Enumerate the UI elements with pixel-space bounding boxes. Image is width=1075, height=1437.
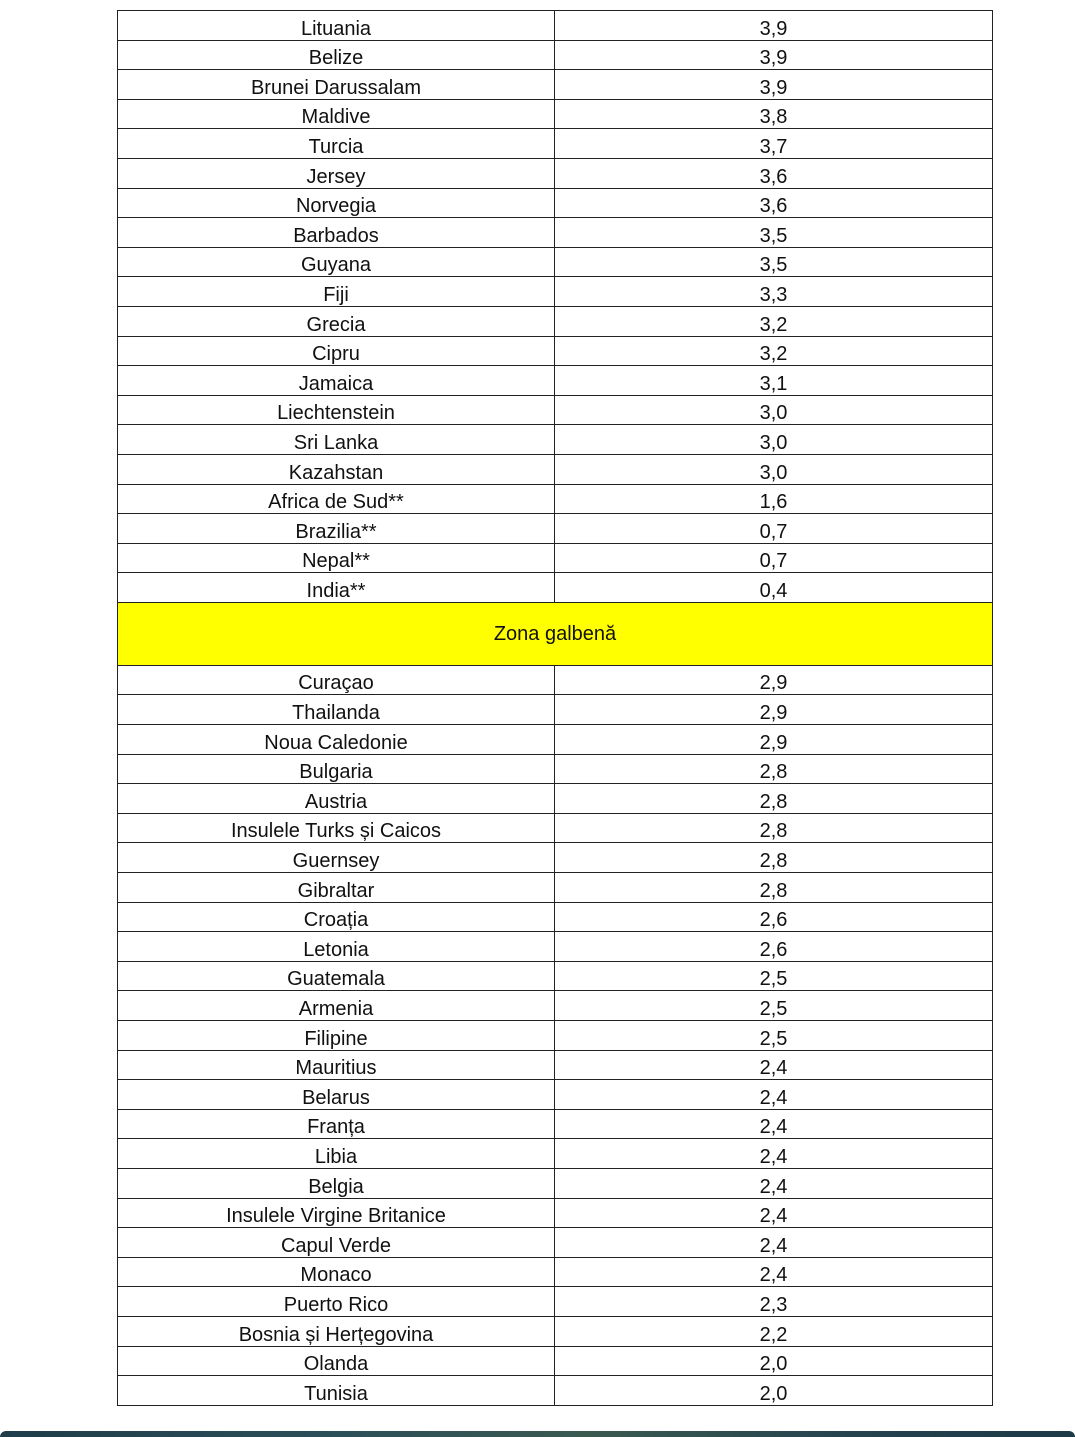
table-row — [118, 1316, 993, 1346]
country-cell: Noua Caledonie — [118, 725, 555, 755]
country-cell: Belarus — [118, 1080, 555, 1110]
value-cell: 3,9 — [555, 40, 993, 70]
table-section-yellow-zone — [118, 665, 993, 1405]
value-cell: 3,0 — [555, 425, 993, 455]
value-cell: 0,7 — [555, 514, 993, 544]
value-cell: 3,2 — [555, 336, 993, 366]
table-row — [118, 725, 993, 755]
table-row — [118, 454, 993, 484]
value-cell: 2,6 — [555, 902, 993, 932]
value-cell: 3,6 — [555, 158, 993, 188]
country-cell: Gibraltar — [118, 873, 555, 903]
table-row — [118, 813, 993, 843]
table-row — [118, 1168, 993, 1198]
country-cell: Brunei Darussalam — [118, 70, 555, 100]
country-cell: Lituania — [118, 11, 555, 41]
country-cell: Olanda — [118, 1346, 555, 1376]
country-cell: Barbados — [118, 218, 555, 248]
country-cell: Insulele Virgine Britanice — [118, 1198, 555, 1228]
value-cell: 2,4 — [555, 1050, 993, 1080]
table-row — [118, 991, 993, 1021]
table-section-upper — [118, 11, 993, 603]
value-cell: 2,4 — [555, 1109, 993, 1139]
country-cell: Jamaica — [118, 366, 555, 396]
value-cell: 0,4 — [555, 573, 993, 603]
table-row — [118, 1198, 993, 1228]
table-row — [118, 395, 993, 425]
table-row — [118, 129, 993, 159]
table-row — [118, 70, 993, 100]
country-cell: Belize — [118, 40, 555, 70]
table-row — [118, 543, 993, 573]
value-cell: 3,6 — [555, 188, 993, 218]
value-cell: 2,5 — [555, 1021, 993, 1051]
table-row — [118, 247, 993, 277]
value-cell: 3,8 — [555, 99, 993, 129]
value-cell: 3,9 — [555, 11, 993, 41]
table-row — [118, 843, 993, 873]
country-cell: Curaçao — [118, 665, 555, 695]
country-cell: Mauritius — [118, 1050, 555, 1080]
value-cell: 2,8 — [555, 813, 993, 843]
country-cell: Tunisia — [118, 1376, 555, 1406]
value-cell: 2,9 — [555, 695, 993, 725]
country-cell: Liechtenstein — [118, 395, 555, 425]
value-cell: 2,4 — [555, 1228, 993, 1258]
country-cell: Nepal** — [118, 543, 555, 573]
value-cell: 2,6 — [555, 932, 993, 962]
zone-label: Zona galbenă — [118, 602, 993, 665]
table-row — [118, 573, 993, 603]
country-cell: Belgia — [118, 1168, 555, 1198]
value-cell: 3,0 — [555, 454, 993, 484]
value-cell: 2,4 — [555, 1139, 993, 1169]
country-cell: Croația — [118, 902, 555, 932]
table-row — [118, 1080, 993, 1110]
country-cell: Insulele Turks și Caicos — [118, 813, 555, 843]
country-cell: Brazilia** — [118, 514, 555, 544]
value-cell: 2,2 — [555, 1316, 993, 1346]
country-cell: Austria — [118, 784, 555, 814]
country-cell: Jersey — [118, 158, 555, 188]
table-row — [118, 754, 993, 784]
country-cell: Bulgaria — [118, 754, 555, 784]
country-cell: Turcia — [118, 129, 555, 159]
table-row — [118, 99, 993, 129]
table-row — [118, 961, 993, 991]
value-cell: 3,1 — [555, 366, 993, 396]
table-row — [118, 1139, 993, 1169]
zone-header-row — [118, 602, 993, 665]
table-row — [118, 665, 993, 695]
table-row — [118, 188, 993, 218]
table-row — [118, 306, 993, 336]
table-row — [118, 1346, 993, 1376]
country-cell: Franța — [118, 1109, 555, 1139]
value-cell: 2,5 — [555, 991, 993, 1021]
table-row — [118, 1021, 993, 1051]
value-cell: 1,6 — [555, 484, 993, 514]
country-cell: Capul Verde — [118, 1228, 555, 1258]
value-cell: 0,7 — [555, 543, 993, 573]
value-cell: 3,0 — [555, 395, 993, 425]
value-cell: 3,3 — [555, 277, 993, 307]
country-cell: Bosnia și Herțegovina — [118, 1316, 555, 1346]
bottom-edge-strip — [0, 1431, 1075, 1437]
country-cell: Africa de Sud** — [118, 484, 555, 514]
country-cell: Norvegia — [118, 188, 555, 218]
table-row — [118, 902, 993, 932]
country-cell: Libia — [118, 1139, 555, 1169]
table-row — [118, 336, 993, 366]
table-row — [118, 11, 993, 41]
country-cell: Armenia — [118, 991, 555, 1021]
value-cell: 2,8 — [555, 784, 993, 814]
country-cell: Monaco — [118, 1257, 555, 1287]
table-row — [118, 873, 993, 903]
country-cell: India** — [118, 573, 555, 603]
value-cell: 2,0 — [555, 1376, 993, 1406]
table-row — [118, 158, 993, 188]
value-cell: 3,7 — [555, 129, 993, 159]
country-cell: Kazahstan — [118, 454, 555, 484]
country-cell: Puerto Rico — [118, 1287, 555, 1317]
value-cell: 2,4 — [555, 1168, 993, 1198]
table-row — [118, 932, 993, 962]
table-row — [118, 695, 993, 725]
table-row — [118, 1228, 993, 1258]
table-row — [118, 1287, 993, 1317]
value-cell: 2,4 — [555, 1198, 993, 1228]
value-cell: 3,5 — [555, 218, 993, 248]
country-cell: Filipine — [118, 1021, 555, 1051]
value-cell: 2,9 — [555, 665, 993, 695]
value-cell: 2,4 — [555, 1257, 993, 1287]
value-cell: 2,5 — [555, 961, 993, 991]
value-cell: 3,5 — [555, 247, 993, 277]
value-cell: 2,3 — [555, 1287, 993, 1317]
value-cell: 2,0 — [555, 1346, 993, 1376]
value-cell: 3,9 — [555, 70, 993, 100]
country-table-container — [117, 10, 992, 1406]
table-row — [118, 1257, 993, 1287]
country-cell: Sri Lanka — [118, 425, 555, 455]
value-cell: 2,9 — [555, 725, 993, 755]
table-row — [118, 277, 993, 307]
table-row — [118, 1109, 993, 1139]
country-cell: Maldive — [118, 99, 555, 129]
country-cell: Letonia — [118, 932, 555, 962]
table-row — [118, 784, 993, 814]
country-cell: Guernsey — [118, 843, 555, 873]
table-row — [118, 218, 993, 248]
value-cell: 2,8 — [555, 843, 993, 873]
value-cell: 3,2 — [555, 306, 993, 336]
zone-section — [118, 602, 993, 665]
table-row — [118, 484, 993, 514]
country-cell: Guatemala — [118, 961, 555, 991]
country-cell: Guyana — [118, 247, 555, 277]
table-row — [118, 40, 993, 70]
country-cell: Fiji — [118, 277, 555, 307]
country-cell: Cipru — [118, 336, 555, 366]
table-row — [118, 1050, 993, 1080]
value-cell: 2,8 — [555, 754, 993, 784]
country-rate-table — [117, 10, 993, 1406]
table-row — [118, 425, 993, 455]
value-cell: 2,8 — [555, 873, 993, 903]
table-row — [118, 1376, 993, 1406]
table-row — [118, 514, 993, 544]
country-cell: Thailanda — [118, 695, 555, 725]
country-cell: Grecia — [118, 306, 555, 336]
value-cell: 2,4 — [555, 1080, 993, 1110]
table-row — [118, 366, 993, 396]
